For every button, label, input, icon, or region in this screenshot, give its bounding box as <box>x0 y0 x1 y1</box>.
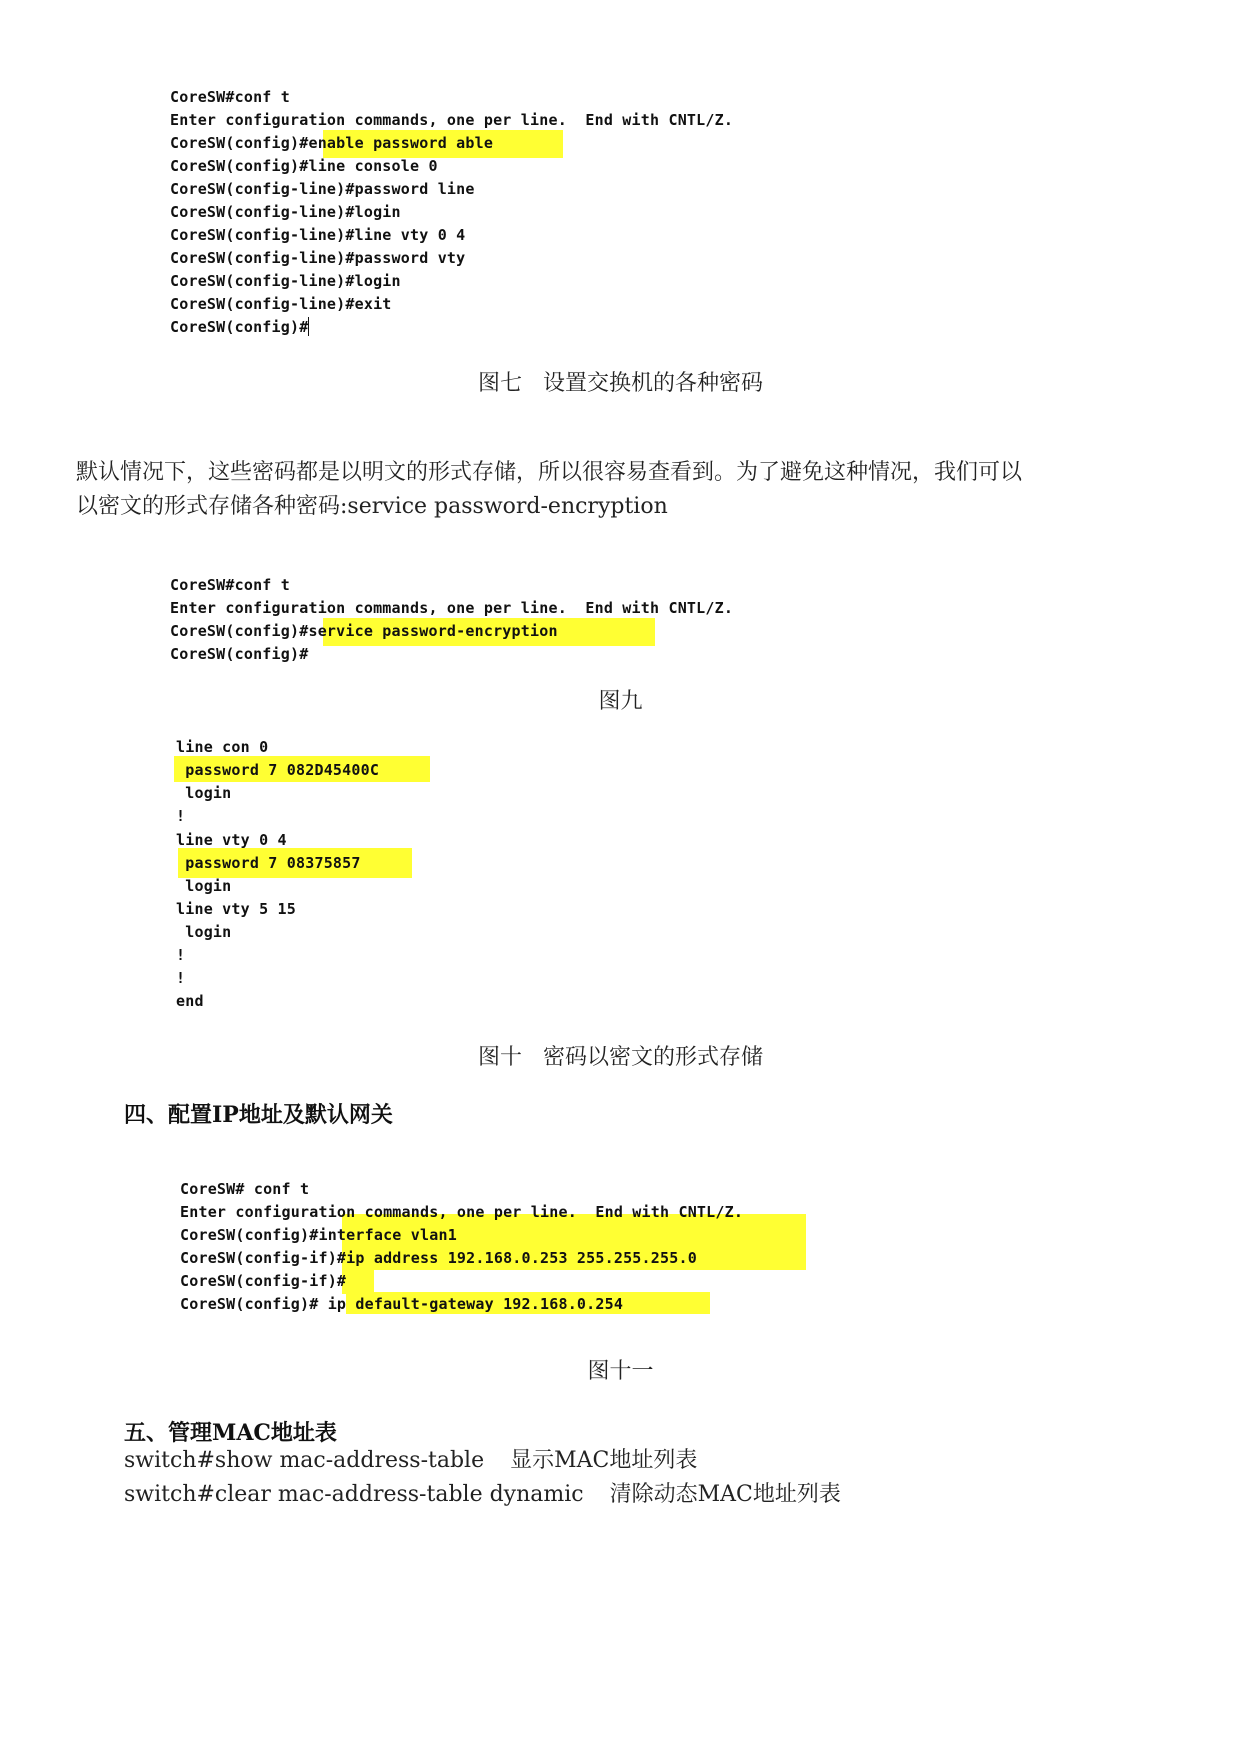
code-line: login <box>176 923 232 941</box>
command-line-clear <box>124 1478 841 1512</box>
figure-7-caption: 图七 设置交换机的各种密码 <box>478 371 763 396</box>
highlight-config-if-end <box>342 1270 374 1294</box>
code-line: line vty 0 4 <box>176 831 287 849</box>
code-line: password 7 08375857 <box>176 854 361 872</box>
section-5-heading: 五、管理MAC地址表 <box>124 1420 337 1446</box>
command-show-mac: switch#show mac-address-table <box>124 1448 485 1473</box>
code-line: login <box>176 784 232 802</box>
code-line: CoreSW(config-line)#password vty <box>170 249 466 267</box>
figure-10-caption: 图十 密码以密文的形式存储 <box>478 1045 763 1070</box>
code-line: CoreSW(config)# <box>170 645 309 663</box>
code-line: Enter configuration commands, one per line. End with CNTL/Z. <box>180 1203 744 1221</box>
code-line: CoreSW(config)#service password-encryption <box>170 622 558 640</box>
text-cursor <box>308 317 309 336</box>
code-line: CoreSW(config)#interface vlan1 <box>180 1226 457 1244</box>
code-line: CoreSW(config-line)#login <box>170 272 401 290</box>
code-line: CoreSW(config-line)#login <box>170 203 401 221</box>
code-line: Enter configuration commands, one per line. End with CNTL/Z. <box>170 599 734 617</box>
code-line: CoreSW(config-if)#ip address 192.168.0.253 255.255.255.0 <box>180 1249 697 1267</box>
figure-11-caption: 图十一 <box>587 1359 654 1384</box>
code-line: line vty 5 15 <box>176 900 296 918</box>
code-line: end <box>176 992 204 1010</box>
figure-9-caption: 图九 <box>598 689 643 714</box>
prompt-text: CoreSW(config)# <box>170 318 309 336</box>
command-clear-description: 清除动态MAC地址列表 <box>609 1482 841 1507</box>
command-clear-mac: switch#clear mac-address-table dynamic <box>124 1482 584 1507</box>
command-line-show <box>124 1444 697 1478</box>
code-line: CoreSW(config-line)#exit <box>170 295 392 313</box>
code-line: CoreSW(config)#enable password able <box>170 134 494 152</box>
code-line-prompt <box>170 316 309 339</box>
section-4-heading: 四、配置IP地址及默认网关 <box>124 1102 393 1128</box>
code-line: CoreSW(config)# ip default-gateway 192.168.0.254 <box>180 1295 624 1313</box>
code-line: login <box>176 877 232 895</box>
code-line: Enter configuration commands, one per line. End with CNTL/Z. <box>170 111 734 129</box>
code-line: CoreSW(config-line)#password line <box>170 180 475 198</box>
code-line: password 7 082D45400C <box>176 761 380 779</box>
code-line: ! <box>176 946 186 964</box>
code-line: CoreSW#conf t <box>170 88 290 106</box>
code-line: ! <box>176 969 186 987</box>
body-paragraph-line-1: 默认情况下，这些密码都是以明文的形式存储，所以很容易查看到。为了避免这种情况，我们可以 <box>76 460 1023 485</box>
code-line: line con 0 <box>176 738 269 756</box>
body-paragraph-line-2: 以密文的形式存储各种密码:service password-encryption <box>76 494 668 519</box>
code-line: CoreSW#conf t <box>170 576 290 594</box>
code-line: CoreSW# conf t <box>180 1180 310 1198</box>
code-line: CoreSW(config-if)# <box>180 1272 347 1290</box>
code-line: CoreSW(config-line)#line vty 0 4 <box>170 226 466 244</box>
command-show-description: 显示MAC地址列表 <box>510 1448 698 1473</box>
code-line: ! <box>176 807 186 825</box>
code-line: CoreSW(config)#line console 0 <box>170 157 438 175</box>
